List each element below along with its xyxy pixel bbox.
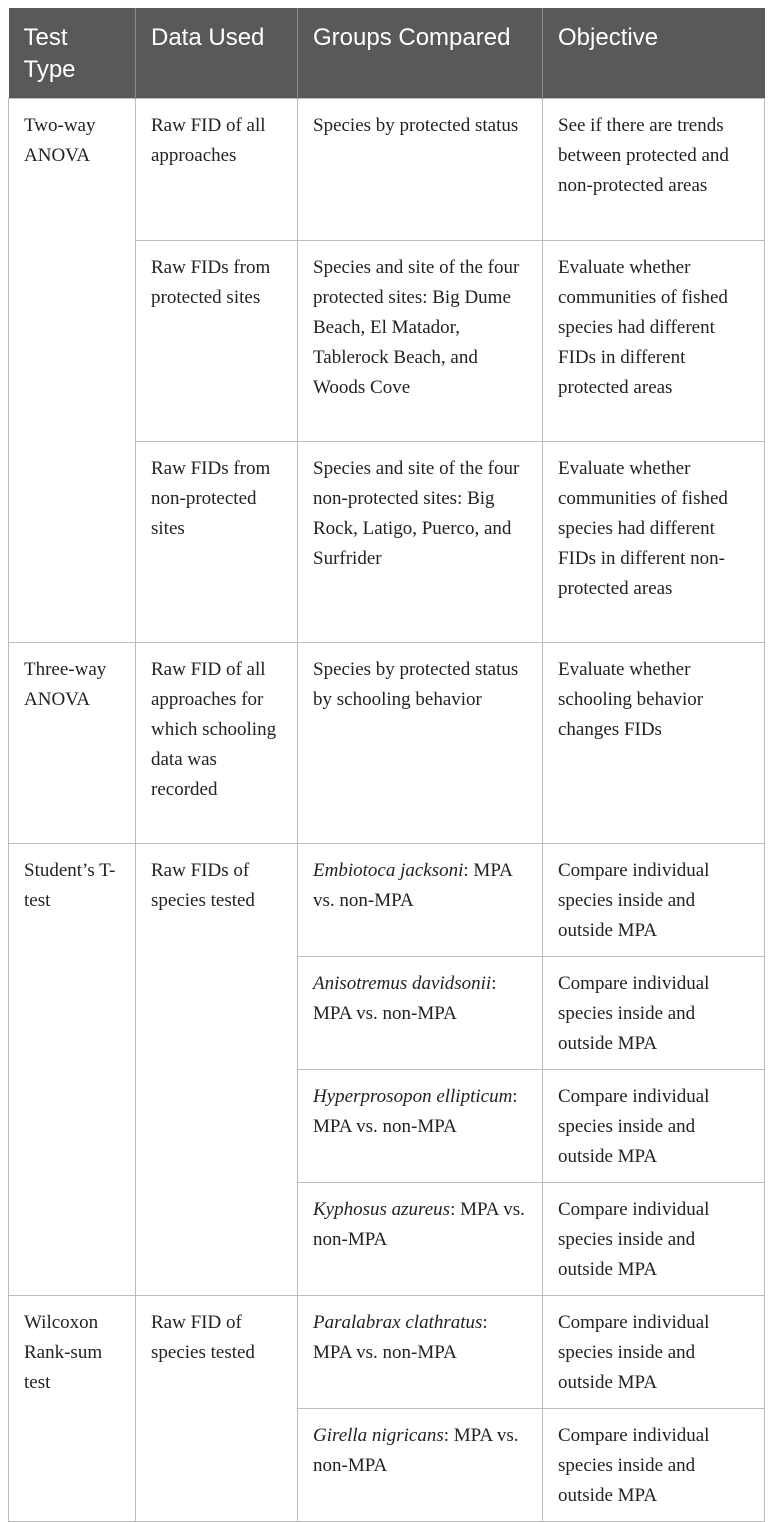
groups-compared-cell: Species and site of the four protected sites: Big Dume Beach, El Matador, Tablerock Beach, and Woods Cove xyxy=(298,241,543,442)
header-groups-compared: Groups Compared xyxy=(298,8,543,99)
test-type-cell: Two-way ANOVA xyxy=(9,99,136,643)
groups-compared-cell: Species by protected status xyxy=(298,99,543,241)
comparison-text: : MPA vs. non-MPA xyxy=(313,1086,518,1137)
groups-compared-cell: Species and site of the four non-protected sites: Big Rock, Latigo, Puerco, and Surfrider xyxy=(298,442,543,643)
data-used-cell: Raw FIDs from non-protected sites xyxy=(136,442,298,643)
comparison-text: : MPA vs. non-MPA xyxy=(313,860,512,911)
header-row xyxy=(9,8,765,99)
objective-cell: Compare individual species inside and outside MPA xyxy=(543,1070,765,1183)
table-row xyxy=(9,99,765,241)
objective-cell: Compare individual species inside and outside MPA xyxy=(543,844,765,957)
test-type-cell: Three-way ANOVA xyxy=(9,643,136,844)
header-test-type: Test Type xyxy=(9,8,136,99)
species-name: Kyphosus azureus xyxy=(313,1199,451,1220)
groups-compared-cell xyxy=(298,957,543,1070)
data-used-cell: Raw FIDs of species tested xyxy=(136,844,298,1296)
objective-cell: Evaluate whether communities of fished species had different FIDs in different protected areas xyxy=(543,241,765,442)
species-name: Paralabrax clathratus xyxy=(313,1312,483,1333)
comparison-text: : MPA vs. non-MPA xyxy=(313,1199,525,1250)
data-used-cell: Raw FID of species tested xyxy=(136,1296,298,1522)
data-used-cell: Raw FID of all approaches xyxy=(136,99,298,241)
test-type-cell: Wilcoxon Rank-sum test xyxy=(9,1296,136,1522)
objective-cell: Compare individual species inside and outside MPA xyxy=(543,1296,765,1409)
groups-compared-cell: Species by protected status by schooling behavior xyxy=(298,643,543,844)
groups-compared-cell xyxy=(298,1296,543,1409)
data-used-cell: Raw FIDs from protected sites xyxy=(136,241,298,442)
comparison-text: : MPA vs. non-MPA xyxy=(313,973,497,1024)
groups-compared-cell xyxy=(298,1070,543,1183)
species-name: Hyperprosopon ellipticum xyxy=(313,1086,513,1107)
groups-compared-cell xyxy=(298,844,543,957)
table-row xyxy=(9,643,765,844)
comparison-text: : MPA vs. non-MPA xyxy=(313,1425,519,1476)
objective-cell: See if there are trends between protected and non-protected areas xyxy=(543,99,765,241)
objective-cell: Compare individual species inside and outside MPA xyxy=(543,957,765,1070)
table-row xyxy=(9,1296,765,1409)
comparison-text: : MPA vs. non-MPA xyxy=(313,1312,488,1363)
species-name: Anisotremus davidsonii xyxy=(313,973,492,994)
objective-cell: Evaluate whether schooling behavior changes FIDs xyxy=(543,643,765,844)
statistical-tests-table xyxy=(8,8,765,1522)
objective-cell: Compare individual species inside and outside MPA xyxy=(543,1183,765,1296)
species-name: Embiotoca jacksoni xyxy=(313,860,464,881)
test-type-cell: Student’s T-test xyxy=(9,844,136,1296)
header-objective: Objective xyxy=(543,8,765,99)
objective-cell: Compare individual species inside and outside MPA xyxy=(543,1409,765,1522)
groups-compared-cell xyxy=(298,1409,543,1522)
groups-compared-cell xyxy=(298,1183,543,1296)
table-row xyxy=(9,844,765,957)
data-used-cell: Raw FID of all approaches for which schooling data was recorded xyxy=(136,643,298,844)
objective-cell: Evaluate whether communities of fished species had different FIDs in different non-protected areas xyxy=(543,442,765,643)
header-data-used: Data Used xyxy=(136,8,298,99)
species-name: Girella nigricans xyxy=(313,1425,444,1446)
